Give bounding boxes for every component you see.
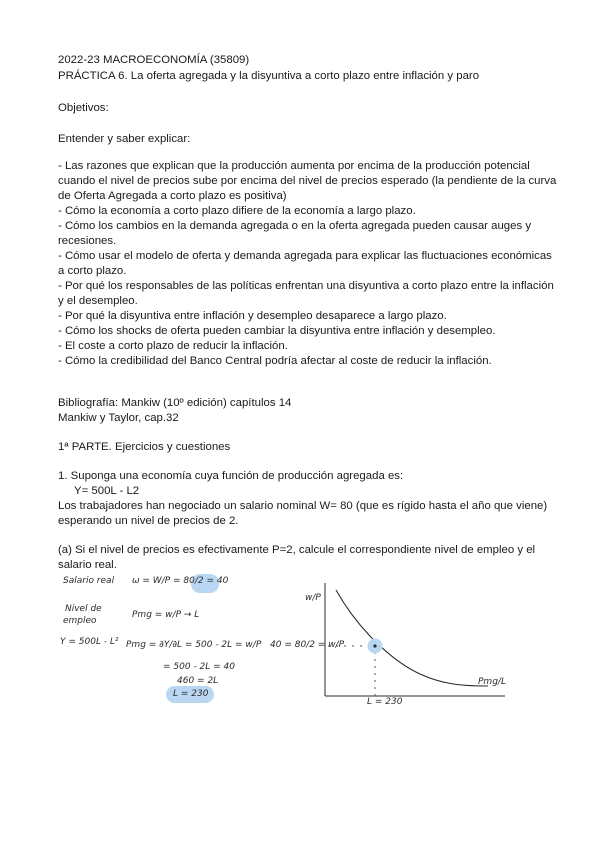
objective-line: de Oferta Agregada a corto plazo es positiva) bbox=[58, 190, 287, 202]
objective-line: - Cómo usar el modelo de oferta y demanda agregada para explicar las fluctuaciones económicas bbox=[58, 250, 552, 262]
handwritten-pmg-rule: Pmg = w/P → L bbox=[132, 610, 200, 620]
handwritten-result: L = 230 bbox=[173, 689, 209, 699]
part-heading: 1ª PARTE. Ejercicios y cuestiones bbox=[58, 441, 231, 453]
handwritten-step: 460 = 2L bbox=[177, 676, 219, 686]
objective-line: - Por qué los responsables de las políticas enfrentan una disyuntiva a corto plazo entre la inflación bbox=[58, 280, 554, 292]
objective-line: - Cómo los shocks de oferta pueden cambiar la disyuntiva entre inflación y desempleo. bbox=[58, 325, 496, 337]
exercise-text: Los trabajadores han negociado un salario nominal W= 80 (que es rígido hasta el año que viene) bbox=[58, 500, 548, 512]
objective-line: - Cómo la economía a corto plazo difiere de la economía a largo plazo. bbox=[58, 205, 416, 217]
question-a: salario real. bbox=[58, 559, 117, 571]
handwritten-pmg-equation: Pmg = ∂Y/∂L = 500 - 2L = w/P bbox=[126, 640, 262, 650]
production-function: Y= 500L - L2 bbox=[74, 485, 140, 497]
question-a: (a) Si el nivel de precios es efectivamente P=2, calcule el correspondiente nivel de empleo y el bbox=[58, 544, 536, 556]
handwritten-empleo-label: Nivel de bbox=[65, 604, 102, 614]
exercise-statement: 1. Suponga una economía cuya función de producción agregada es: bbox=[58, 470, 404, 482]
pmg-curve bbox=[336, 590, 488, 686]
bibliography-line: Bibliografía: Mankiw (10º edición) capítulos 14 bbox=[58, 397, 292, 409]
graph-y-label: w/P bbox=[305, 593, 321, 603]
objectives-heading: Objetivos: bbox=[58, 102, 109, 114]
objective-line: - Las razones que explican que la producción aumenta por encima de la producción potencial bbox=[58, 160, 530, 172]
handwritten-salario-label: Salario real bbox=[63, 576, 115, 586]
exercise-text: esperando un nivel de precios de 2. bbox=[58, 515, 239, 527]
objective-line: a corto plazo. bbox=[58, 265, 127, 277]
objective-line: y el desempleo. bbox=[58, 295, 138, 307]
handwritten-production: Y = 500L - L² bbox=[60, 637, 119, 647]
graph-point-label: 40 = 80/2 = w/P bbox=[270, 640, 345, 650]
objective-line: recesiones. bbox=[58, 235, 117, 247]
objective-line: - Por qué la disyuntiva entre inflación y desempleo desaparece a largo plazo. bbox=[58, 310, 447, 322]
course-title: 2022-23 MACROECONOMÍA (35809) bbox=[58, 54, 250, 66]
graph-x-label: L = 230 bbox=[367, 697, 403, 707]
handwritten-empleo-label: empleo bbox=[63, 616, 97, 626]
graph-curve-label: Pmg/L bbox=[478, 677, 506, 687]
objectives-intro: Entender y saber explicar: bbox=[58, 133, 191, 145]
objective-line: cuando el nivel de precios sube por encima del nivel de precios esperado (la pendiente de la curva bbox=[58, 175, 557, 187]
bibliography-line: Mankiw y Taylor, cap.32 bbox=[58, 412, 179, 424]
practice-title: PRÁCTICA 6. La oferta agregada y la disyuntiva a corto plazo entre inflación y paro bbox=[58, 70, 480, 82]
objective-line: - Cómo la credibilidad del Banco Central podría afectar al coste de reducir la inflación. bbox=[58, 355, 492, 367]
objective-line: - El coste a corto plazo de reducir la inflación. bbox=[58, 340, 288, 352]
objective-line: - Cómo los cambios en la demanda agregada o en la oferta agregada pueden causar auges y bbox=[58, 220, 532, 232]
equilibrium-point bbox=[373, 644, 376, 647]
handwritten-step: = 500 - 2L = 40 bbox=[163, 662, 236, 672]
handwritten-salario-equation: ω = W/P = 80/2 = 40 bbox=[132, 576, 229, 586]
